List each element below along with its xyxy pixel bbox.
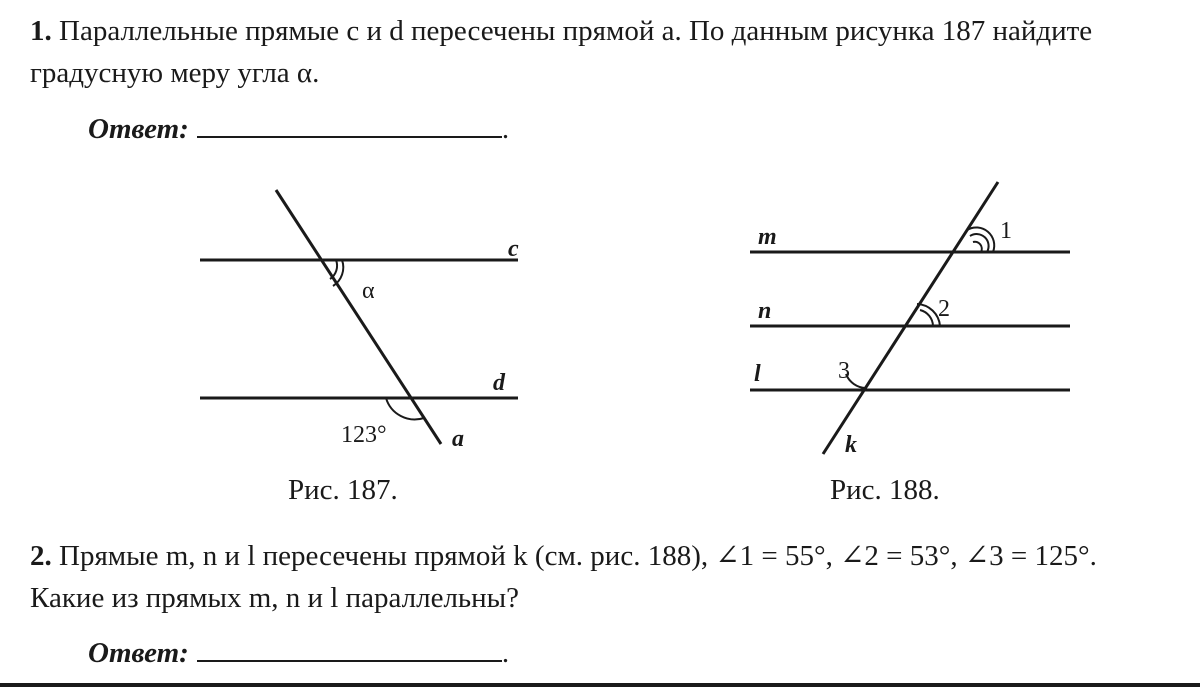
angle-1-arc-a: [967, 227, 994, 252]
caption-figure-188: Рис. 188.: [830, 474, 940, 506]
label-angle-1: 1: [1000, 218, 1012, 244]
angle-1-arc-c: [973, 242, 982, 252]
label-123: 123°: [341, 422, 387, 448]
caption-figure-187: Рис. 187.: [288, 474, 398, 506]
answer-2-label: Ответ:: [88, 637, 189, 669]
figure-187: [200, 190, 519, 452]
problem-1-number: 1.: [30, 15, 52, 47]
answer-1-dot: .: [501, 113, 510, 145]
line-a: [276, 190, 441, 444]
figure-188: [750, 182, 1070, 458]
label-k: k: [845, 432, 857, 458]
problem-1-text: Параллельные прямые c и d пересечены прямой a. По данным рисунка 187 найдите градусную меру угла α.: [30, 15, 1093, 89]
angle-2-arc-b: [920, 310, 933, 326]
answer-2-dot: .: [501, 637, 510, 669]
answer-1-label: Ответ:: [88, 113, 189, 145]
bottom-rule: [0, 683, 1200, 687]
label-a: a: [452, 426, 464, 452]
line-k: [823, 182, 998, 454]
label-angle-2: 2: [938, 296, 950, 322]
label-angle-3: 3: [838, 358, 850, 384]
label-l: l: [754, 361, 761, 387]
problem-2-text: Прямые m, n и l пересечены прямой k (см. рис. 188), ∠1 = 55°, ∠2 = 53°, ∠3 = 125°. Какие из прямых m, n и l параллельны?: [30, 540, 1097, 614]
label-d: d: [493, 370, 505, 396]
label-c: c: [508, 236, 519, 262]
label-m: m: [758, 224, 777, 250]
answer-2-blank[interactable]: [197, 636, 502, 662]
problem-2-answer: [88, 636, 509, 670]
problem-2-number: 2.: [30, 540, 52, 572]
problem-2: [30, 535, 1175, 619]
label-n: n: [758, 298, 772, 324]
label-alpha: α: [362, 278, 375, 304]
